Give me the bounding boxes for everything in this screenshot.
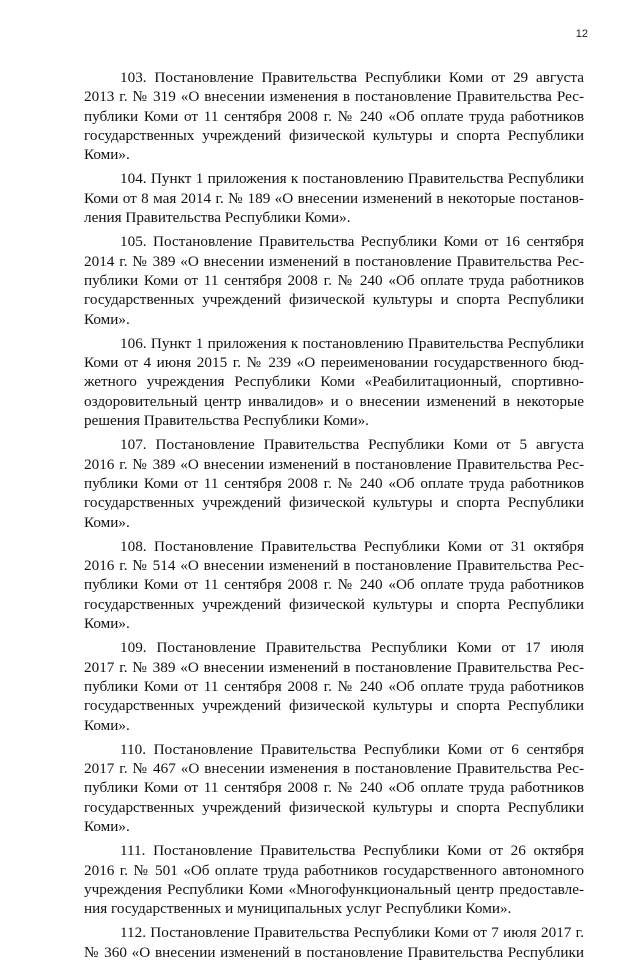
text-line: 104. Пункт 1 приложения к постановлению Правительства Республики (120, 170, 584, 188)
text-line: государственных учреждений физической культуры и спорта Республики (84, 291, 584, 309)
text-line: 109. Постановление Правительства Республики Коми от 17 июля (120, 639, 584, 657)
text-line: публики Коми от 11 сентября 2008 г. № 240 «Об оплате труда работников (84, 576, 584, 594)
text-line: публики Коми от 11 сентября 2008 г. № 240 «Об оплате труда работников (84, 779, 584, 797)
text-line: 108. Постановление Правительства Республики Коми от 31 октября (120, 537, 584, 555)
text-line: 2016 г. № 514 «О внесении изменений в постановление Правительства Рес- (84, 557, 584, 575)
text-line: государственных учреждений физической культуры и спорта Республики (84, 595, 584, 613)
text-line: учреждения Республики Коми «Многофункциональный центр предоставле- (84, 880, 584, 898)
text-line: 106. Пункт 1 приложения к постановлению Правительства Республики (120, 334, 584, 352)
text-line: государственных учреждений физической культуры и спорта Республики (84, 697, 584, 715)
text-line: № 360 «О внесении изменений в постановление Правительства Республики (84, 943, 584, 961)
text-line: 111. Постановление Правительства Республики Коми от 26 октября (120, 842, 584, 860)
text-line: ния государственных и муниципальных услуг Республики Коми». (84, 900, 512, 918)
list-item (84, 923, 584, 962)
list-item (84, 638, 584, 734)
text-line: 107. Постановление Правительства Республики Коми от 5 августа (120, 436, 584, 454)
list-item (84, 169, 584, 227)
text-line: Коми». (84, 310, 130, 328)
text-line: 2013 г. № 319 «О внесении изменения в постановление Правительства Рес- (84, 88, 584, 106)
list-item (84, 334, 584, 430)
text-line: Коми». (84, 716, 130, 734)
list-item (84, 841, 584, 918)
text-line: государственных учреждений физической культуры и спорта Республики (84, 798, 584, 816)
text-line: Коми». (84, 615, 130, 633)
text-line: Коми от 4 июня 2015 г. № 239 «О переименовании государственного бюд- (84, 354, 584, 372)
text-line: Коми». (84, 146, 130, 164)
text-line: публики Коми от 11 сентября 2008 г. № 240 «Об оплате труда работников (84, 271, 584, 289)
text-line: 2017 г. № 389 «О внесении изменений в постановление Правительства Рес- (84, 658, 584, 676)
text-line: 105. Постановление Правительства Республики Коми от 16 сентября (120, 233, 584, 251)
list-item (84, 537, 584, 633)
text-line: 2014 г. № 389 «О внесении изменений в постановление Правительства Рес- (84, 252, 584, 270)
list-item (84, 68, 584, 164)
text-line: жетного учреждения Республики Коми «Реабилитационный, спортивно- (84, 373, 584, 391)
text-line: Коми». (84, 817, 130, 835)
text-line: государственных учреждений физической культуры и спорта Республики (84, 494, 584, 512)
text-line: решения Правительства Республики Коми». (84, 412, 369, 430)
document-body (84, 68, 584, 967)
text-line: 2016 г. № 501 «Об оплате труда работников государственного автономного (84, 861, 584, 879)
list-item (84, 232, 584, 328)
text-line: Коми от 8 мая 2014 г. № 189 «О внесении изменений в некоторые постанов- (84, 189, 584, 207)
text-line: оздоровительный центр инвалидов» и о внесении изменений в некоторые (84, 392, 584, 410)
text-line: публики Коми от 11 сентября 2008 г. № 240 «Об оплате труда работников (84, 474, 584, 492)
text-line: Коми». (84, 513, 130, 531)
list-item (84, 435, 584, 531)
text-line: 2017 г. № 467 «О внесении изменения в постановление Правительства Рес- (84, 760, 584, 778)
text-line: публики Коми от 11 сентября 2008 г. № 240 «Об оплате труда работников (84, 107, 584, 125)
text-line: 110. Постановление Правительства Республики Коми от 6 сентября (120, 740, 584, 758)
list-item (84, 740, 584, 836)
text-line: государственных учреждений физической культуры и спорта Республики (84, 126, 584, 144)
text-line: 112. Постановление Правительства Республики Коми от 7 июля 2017 г. (120, 924, 584, 942)
text-line: 103. Постановление Правительства Республики Коми от 29 августа (120, 69, 584, 86)
text-line: публики Коми от 11 сентября 2008 г. № 240 «Об оплате труда работников (84, 677, 584, 695)
text-line: 2016 г. № 389 «О внесении изменений в постановление Правительства Рес- (84, 455, 584, 473)
page-number: 12 (575, 28, 588, 40)
text-line: ления Правительства Республики Коми». (84, 209, 351, 227)
